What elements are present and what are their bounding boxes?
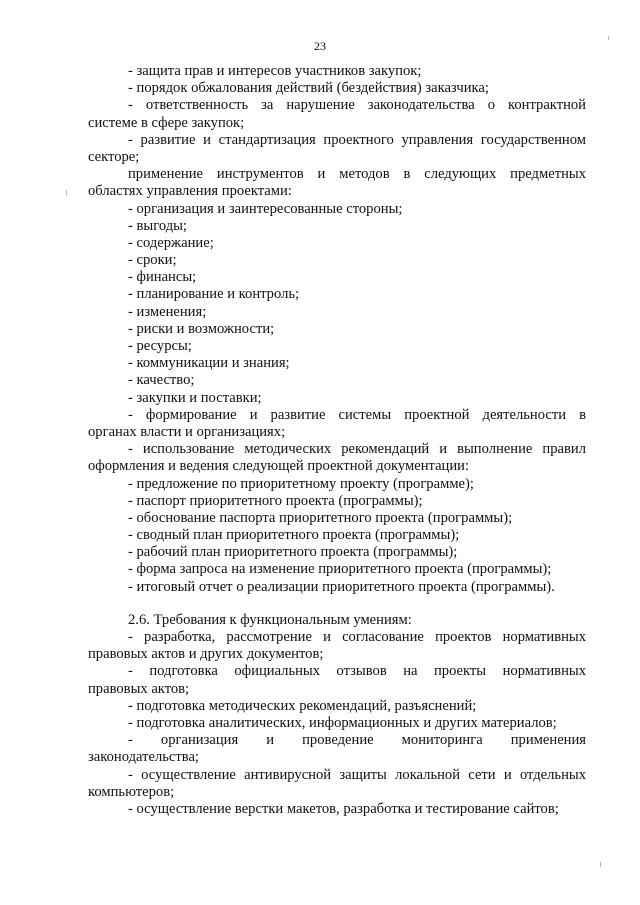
text-line: правовых актов и других документов;: [88, 646, 324, 663]
text-line: - порядок обжалования действий (бездействия) заказчика;: [128, 80, 489, 97]
text-line: - подготовка официальных отзывов на проекты нормативных: [128, 663, 586, 680]
list-item: - осуществление верстки макетов, разработка и тестирование сайтов;: [128, 800, 559, 817]
list-item: - сроки;: [128, 252, 177, 269]
text-line: органах власти и организациях;: [88, 423, 286, 440]
list-item: - планирование и контроль;: [128, 286, 300, 303]
text-line: секторе;: [88, 148, 140, 165]
list-item: - итоговый отчет о реализации приоритетного проекта (программы).: [128, 578, 555, 595]
text-line: - ответственность за нарушение законодательства о контрактной: [128, 97, 586, 114]
list-item: - содержание;: [128, 234, 214, 251]
list-item: - риски и возможности;: [128, 320, 275, 337]
text-line: - формирование и развитие системы проектной деятельности в: [128, 406, 586, 423]
list-item: - финансы;: [128, 269, 197, 286]
text-line: - организация и проведение мониторинга применения: [128, 732, 586, 749]
text-line: - осуществление антивирусной защиты локальной сети и отдельных: [128, 766, 586, 783]
list-item: - обоснование паспорта приоритетного проекта (программы);: [128, 509, 513, 526]
list-item: - рабочий план приоритетного проекта (программы);: [128, 544, 458, 561]
scan-mark: [608, 36, 609, 40]
list-item: - ресурсы;: [128, 338, 192, 354]
text-line: - развитие и стандартизация проектного управления государственном: [128, 131, 586, 148]
paragraph-gap: [88, 596, 586, 612]
document-body: [88, 63, 586, 818]
list-item: - сводный план приоритетного проекта (программы);: [128, 527, 460, 544]
scan-mark: [600, 862, 601, 867]
list-item: - выгоды;: [128, 217, 187, 234]
text-line: оформления и ведения следующей проектной документации:: [88, 458, 470, 475]
text-line: компьютеров;: [88, 783, 175, 800]
page-number: 23: [314, 39, 326, 53]
list-item: - изменения;: [128, 303, 207, 320]
text-line: областях управления проектами:: [88, 183, 292, 200]
text-line: применение инструментов и методов в следующих предметных: [128, 166, 586, 183]
scan-mark: [66, 190, 67, 196]
list-item: - коммуникации и знания;: [128, 355, 290, 372]
list-item: - предложение по приоритетному проекту (программе);: [128, 475, 474, 492]
list-item: - организация и заинтересованные стороны;: [128, 200, 403, 217]
text-line: - защита прав и интересов участников закупок;: [128, 63, 422, 79]
list-item: - паспорт приоритетного проекта (программы);: [128, 492, 423, 509]
list-item: - подготовка методических рекомендаций, разъяснений;: [128, 697, 477, 714]
list-item: - форма запроса на изменение приоритетного проекта (программы);: [128, 561, 552, 578]
text-line: - использование методических рекомендаций и выполнение правил: [128, 441, 586, 458]
list-item: - закупки и поставки;: [128, 389, 262, 406]
text-line: правовых актов;: [88, 680, 190, 697]
text-line: системе в сфере закупок;: [88, 114, 245, 131]
list-item: - качество;: [128, 372, 195, 389]
text-line: - разработка, рассмотрение и согласование проектов нормативных: [128, 629, 586, 645]
section-heading: 2.6. Требования к функциональным умениям:: [128, 611, 412, 628]
list-item: - подготовка аналитических, информационных и других материалов;: [128, 714, 557, 731]
text-line: законодательства;: [88, 749, 199, 766]
